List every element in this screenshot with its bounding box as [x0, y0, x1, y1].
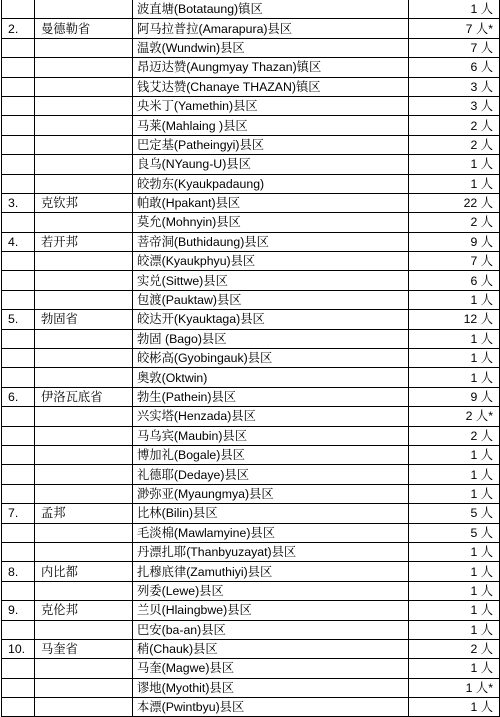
- table-row: [2, 77, 500, 96]
- row-number: 9.: [2, 601, 35, 620]
- count-cell: 1 人: [409, 465, 500, 484]
- row-number: [2, 135, 35, 154]
- province-cell: [35, 465, 133, 484]
- district-cell: 阿马拉普拉(Amarapura)县区: [133, 19, 409, 38]
- district-cell: 皎达开(Kyauktaga)县区: [133, 310, 409, 329]
- district-cell: 本漂(Pwintbyu)县区: [133, 698, 409, 717]
- district-cell: 勃生(Pathein)县区: [133, 387, 409, 406]
- count-cell: 22 人: [409, 193, 500, 212]
- province-cell: [35, 329, 133, 348]
- row-number: [2, 445, 35, 464]
- count-cell: 9 人: [409, 387, 500, 406]
- province-cell: [35, 581, 133, 600]
- table-row: [2, 426, 500, 445]
- province-cell: [35, 349, 133, 368]
- province-cell: [35, 58, 133, 77]
- province-cell: 孟邦: [35, 504, 133, 523]
- count-cell: 1 人: [409, 0, 500, 19]
- count-cell: 2 人: [409, 426, 500, 445]
- table-row: [2, 407, 500, 426]
- district-cell: 兰贝(Hlaingbwe)县区: [133, 601, 409, 620]
- province-cell: [35, 290, 133, 309]
- row-number: [2, 581, 35, 600]
- table-row: [2, 601, 500, 620]
- district-cell: 莫允(Mohnyin)县区: [133, 213, 409, 232]
- row-number: 3.: [2, 193, 35, 212]
- district-cell: 马奎(Magwe)县区: [133, 659, 409, 678]
- row-number: [2, 58, 35, 77]
- table-row: [2, 116, 500, 135]
- row-number: [2, 0, 35, 19]
- table-row: [2, 58, 500, 77]
- district-cell: 渺弥亚(Myaungmya)县区: [133, 484, 409, 503]
- table-body: [2, 0, 500, 717]
- district-cell: 兴实塔(Henzada)县区: [133, 407, 409, 426]
- district-cell: 礼德耶(Dedaye)县区: [133, 465, 409, 484]
- table-row: [2, 445, 500, 464]
- count-cell: 1 人: [409, 290, 500, 309]
- district-cell: 实兑(Sittwe)县区: [133, 271, 409, 290]
- table-row: [2, 504, 500, 523]
- province-cell: [35, 445, 133, 464]
- province-cell: [35, 116, 133, 135]
- row-number: [2, 349, 35, 368]
- district-cell: 丹漂扎耶(Thanbyuzayat)县区: [133, 542, 409, 561]
- district-cell: 包渡(Pauktaw)县区: [133, 290, 409, 309]
- province-cell: [35, 523, 133, 542]
- row-number: [2, 659, 35, 678]
- table-row: [2, 329, 500, 348]
- count-cell: 2 人: [409, 639, 500, 658]
- table-row: [2, 290, 500, 309]
- district-cell: 昂迈达赞(Aungmyay Thazan)镇区: [133, 58, 409, 77]
- district-cell: 钱艾达赞(Chanaye THAZAN)镇区: [133, 77, 409, 96]
- province-cell: 克钦邦: [35, 193, 133, 212]
- district-cell: 博加礼(Bogale)县区: [133, 445, 409, 464]
- row-number: [2, 620, 35, 639]
- row-number: [2, 426, 35, 445]
- row-number: [2, 96, 35, 115]
- district-cell: 马莱(Mahlaing )县区: [133, 116, 409, 135]
- row-number: [2, 698, 35, 717]
- row-number: 4.: [2, 232, 35, 251]
- table-row: [2, 523, 500, 542]
- count-cell: 3 人: [409, 96, 500, 115]
- table-row: [2, 465, 500, 484]
- district-cell: 稍(Chauk)县区: [133, 639, 409, 658]
- table-row: [2, 387, 500, 406]
- district-cell: 波直塘(Botataung)镇区: [133, 0, 409, 19]
- table-row: [2, 155, 500, 174]
- row-number: [2, 368, 35, 387]
- district-cell: 马乌宾(Maubin)县区: [133, 426, 409, 445]
- count-cell: 2 人: [409, 213, 500, 232]
- count-cell: 1 人*: [409, 678, 500, 697]
- row-number: [2, 174, 35, 193]
- count-cell: 1 人: [409, 155, 500, 174]
- count-cell: 7 人: [409, 38, 500, 57]
- count-cell: 1 人: [409, 174, 500, 193]
- province-cell: [35, 659, 133, 678]
- count-cell: 6 人: [409, 271, 500, 290]
- table-row: [2, 484, 500, 503]
- district-cell: 菩帝洞(Buthidaung)县区: [133, 232, 409, 251]
- table-row: [2, 96, 500, 115]
- table-row: [2, 271, 500, 290]
- row-number: 7.: [2, 504, 35, 523]
- count-cell: 7 人: [409, 252, 500, 271]
- province-cell: 马奎省: [35, 639, 133, 658]
- district-cell: 巴安(ba-an)县区: [133, 620, 409, 639]
- province-cell: [35, 620, 133, 639]
- row-number: 8.: [2, 562, 35, 581]
- table-row: [2, 620, 500, 639]
- province-cell: [35, 77, 133, 96]
- count-cell: 9 人: [409, 232, 500, 251]
- district-cell: 帕敢(Hpakant)县区: [133, 193, 409, 212]
- row-number: [2, 407, 35, 426]
- count-cell: 6 人: [409, 58, 500, 77]
- province-cell: [35, 426, 133, 445]
- count-cell: 1 人: [409, 349, 500, 368]
- table-row: [2, 19, 500, 38]
- province-cell: 伊洛瓦底省: [35, 387, 133, 406]
- row-number: 6.: [2, 387, 35, 406]
- table-row: [2, 698, 500, 717]
- province-cell: [35, 698, 133, 717]
- row-number: [2, 155, 35, 174]
- row-number: [2, 542, 35, 561]
- province-cell: [35, 38, 133, 57]
- count-cell: 1 人: [409, 581, 500, 600]
- table-row: [2, 232, 500, 251]
- district-table: [1, 0, 500, 717]
- count-cell: 1 人: [409, 542, 500, 561]
- province-cell: 勃固省: [35, 310, 133, 329]
- row-number: [2, 213, 35, 232]
- count-cell: 1 人: [409, 601, 500, 620]
- table-row: [2, 252, 500, 271]
- row-number: 5.: [2, 310, 35, 329]
- province-cell: [35, 271, 133, 290]
- province-cell: 曼德勒省: [35, 19, 133, 38]
- district-cell: 毛淡棉(Mawlamyine)县区: [133, 523, 409, 542]
- count-cell: 2 人: [409, 116, 500, 135]
- row-number: [2, 77, 35, 96]
- province-cell: [35, 155, 133, 174]
- count-cell: 1 人: [409, 329, 500, 348]
- table-row: [2, 581, 500, 600]
- count-cell: 1 人: [409, 620, 500, 639]
- table-row: [2, 174, 500, 193]
- table-row: [2, 368, 500, 387]
- province-cell: [35, 678, 133, 697]
- row-number: [2, 271, 35, 290]
- row-number: [2, 116, 35, 135]
- row-number: [2, 523, 35, 542]
- row-number: [2, 290, 35, 309]
- district-cell: 谬地(Myothit)县区: [133, 678, 409, 697]
- count-cell: 1 人: [409, 698, 500, 717]
- district-cell: 奥敦(Oktwin): [133, 368, 409, 387]
- province-cell: [35, 252, 133, 271]
- table-row: [2, 38, 500, 57]
- count-cell: 12 人: [409, 310, 500, 329]
- province-cell: [35, 213, 133, 232]
- province-cell: [35, 407, 133, 426]
- district-cell: 央米丁(Yamethin)县区: [133, 96, 409, 115]
- count-cell: 7 人*: [409, 19, 500, 38]
- district-cell: 扎穆底律(Zamuthiyi)县区: [133, 562, 409, 581]
- province-cell: 若开邦: [35, 232, 133, 251]
- count-cell: 2 人: [409, 135, 500, 154]
- province-cell: 克伦邦: [35, 601, 133, 620]
- row-number: [2, 484, 35, 503]
- province-cell: [35, 484, 133, 503]
- table-row: [2, 193, 500, 212]
- table-row: [2, 213, 500, 232]
- table-row: [2, 349, 500, 368]
- table-row: [2, 542, 500, 561]
- count-cell: 1 人: [409, 562, 500, 581]
- count-cell: 1 人: [409, 445, 500, 464]
- province-cell: [35, 96, 133, 115]
- row-number: [2, 465, 35, 484]
- count-cell: 5 人: [409, 523, 500, 542]
- row-number: 2.: [2, 19, 35, 38]
- table-row: [2, 0, 500, 19]
- table-row: [2, 678, 500, 697]
- province-cell: [35, 542, 133, 561]
- province-cell: [35, 174, 133, 193]
- province-cell: [35, 368, 133, 387]
- district-cell: 比林(Bilin)县区: [133, 504, 409, 523]
- district-cell: 温敦(Wundwin)县区: [133, 38, 409, 57]
- district-cell: 列委(Lewe)县区: [133, 581, 409, 600]
- district-cell: 皎彬高(Gyobingauk)县区: [133, 349, 409, 368]
- province-cell: 内比都: [35, 562, 133, 581]
- count-cell: 3 人: [409, 77, 500, 96]
- table-row: [2, 639, 500, 658]
- district-cell: 勃固 (Bago)县区: [133, 329, 409, 348]
- count-cell: 1 人: [409, 659, 500, 678]
- district-cell: 皎漂(Kyaukphyu)县区: [133, 252, 409, 271]
- district-cell: 良乌(NYaung-U)县区: [133, 155, 409, 174]
- row-number: 10.: [2, 639, 35, 658]
- table-row: [2, 659, 500, 678]
- row-number: [2, 252, 35, 271]
- count-cell: 1 人: [409, 484, 500, 503]
- row-number: [2, 38, 35, 57]
- table-row: [2, 562, 500, 581]
- province-cell: [35, 135, 133, 154]
- province-cell: [35, 0, 133, 19]
- count-cell: 1 人: [409, 368, 500, 387]
- table-row: [2, 135, 500, 154]
- count-cell: 5 人: [409, 504, 500, 523]
- row-number: [2, 678, 35, 697]
- row-number: [2, 329, 35, 348]
- district-cell: 皎勃东(Kyaukpadaung): [133, 174, 409, 193]
- district-cell: 巴定基(Patheingyi)县区: [133, 135, 409, 154]
- table-row: [2, 310, 500, 329]
- count-cell: 2 人*: [409, 407, 500, 426]
